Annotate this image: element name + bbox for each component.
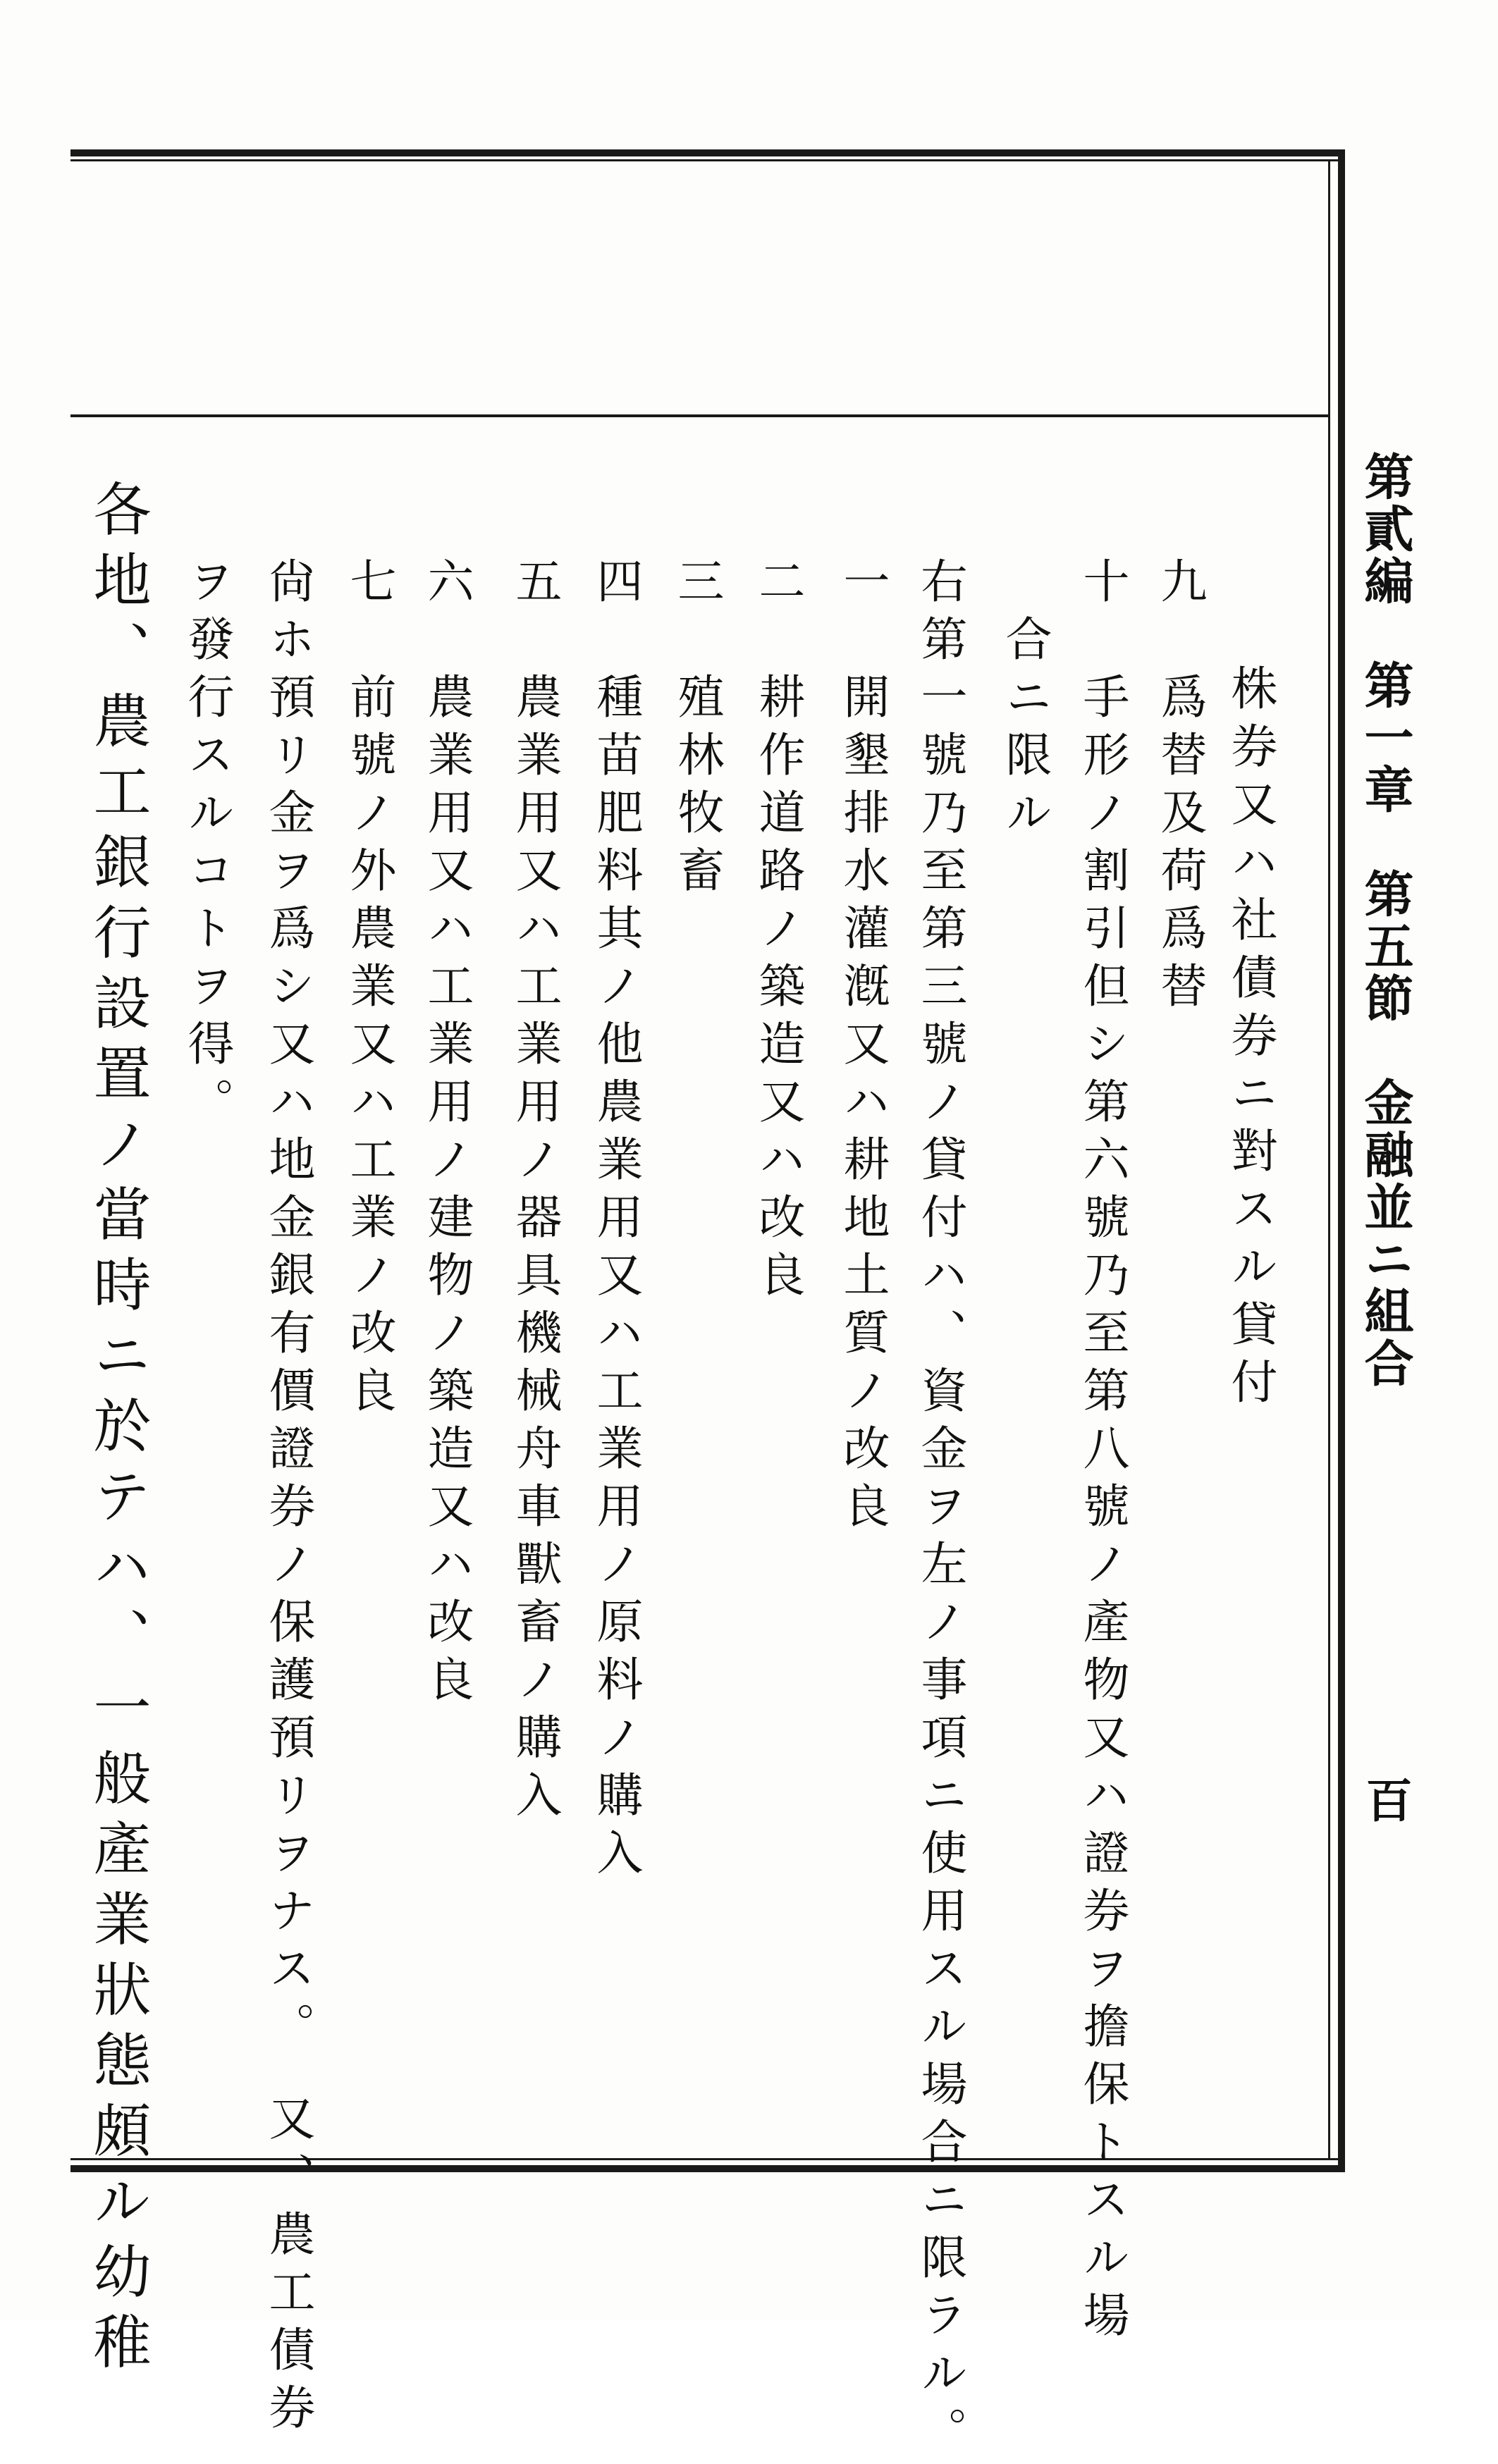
text-column-10: 五 農業用又ハ工業用ノ器具機械舟車獸畜ノ購入 (508, 557, 562, 1828)
frame-top-inner-rule (70, 159, 1345, 161)
section-divider-rule (70, 414, 1328, 417)
text-column-14: ヲ發行スルコトヲ得。 (180, 557, 234, 1135)
text-column-15: 各地、農工銀行設置ノ當時ニ於テハ、一般產業狀態頗ル幼稚 (84, 479, 151, 2382)
frame-right-inner-rule (1328, 159, 1330, 2160)
frame-top-rule (70, 149, 1345, 156)
text-column-4: 合ニ限ル (997, 557, 1052, 846)
text-column-13: 尙ホ預リ金ヲ爲シ又ハ地金銀有價證券ノ保護預リヲナス。 又、農工債券 (261, 557, 315, 2441)
text-column-6: 一 開墾排水灌漑又ハ耕地土質ノ改良 (835, 557, 890, 1539)
text-column-8: 三 殖林牧畜 (670, 557, 724, 904)
text-column-9: 四 種苗肥料其ノ他農業用又ハ工業用ノ原料ノ購入 (589, 557, 643, 1886)
text-column-2: 九 爲替及荷爲替 (1153, 557, 1207, 1019)
running-header: 第貳編 第一章 第五節 金融並ニ組合 (1356, 451, 1415, 1390)
frame-right-rule (1338, 149, 1345, 2172)
text-column-3: 十 手形ノ割引但シ第六號乃至第八號ノ產物又ハ證券ヲ擔保トスル場 (1075, 557, 1129, 2348)
text-column-11: 六 農業用又ハ工業用ノ建物ノ築造又ハ改良 (419, 557, 474, 1713)
text-column-7: 二 耕作道路ノ築造又ハ改良 (751, 557, 805, 1308)
text-column-1: 株券又ハ社債券ニ對スル貸付 (1223, 606, 1277, 1415)
text-column-12: 七 前號ノ外農業又ハ工業ノ改良 (342, 557, 396, 1424)
text-column-5: 右第一號乃至第三號ノ貸付ハ、資金ヲ左ノ事項ニ使用スル場合ニ限ラル。 (913, 557, 967, 2464)
page-number: 百 (1358, 1776, 1413, 1823)
